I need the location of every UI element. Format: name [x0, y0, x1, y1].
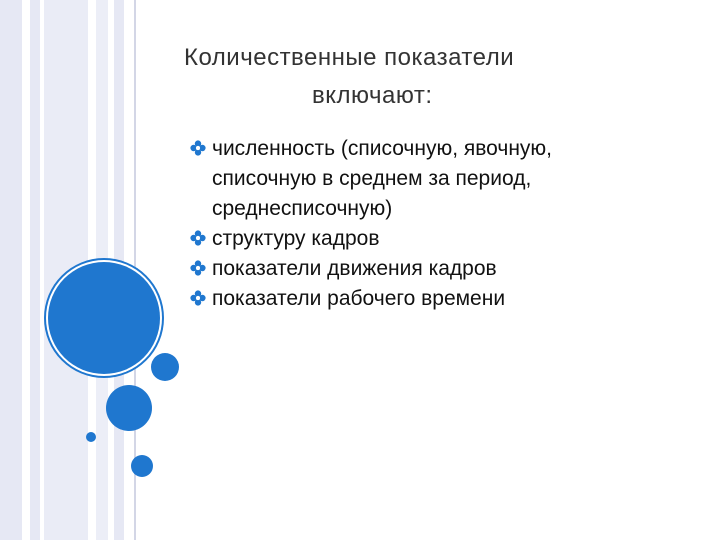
bullet-text: структуру кадров	[212, 227, 380, 250]
decorative-circle	[131, 455, 153, 477]
bullet-item	[190, 224, 700, 254]
bullet-list	[190, 134, 700, 314]
decorative-circle	[151, 353, 179, 381]
decorative-circle	[86, 432, 96, 442]
stripe	[30, 0, 40, 540]
bullet-text: показатели рабочего времени	[212, 287, 506, 310]
bullet-item	[190, 284, 700, 314]
stripe	[22, 0, 30, 540]
stripe	[0, 0, 22, 540]
flower-bullet-icon	[190, 140, 206, 156]
slide-title-line-1: Количественные показатели	[184, 44, 515, 71]
flower-bullet-icon	[190, 290, 206, 306]
flower-bullet-icon	[190, 230, 206, 246]
decorative-circle-large	[48, 262, 160, 374]
bullet-item	[190, 134, 700, 224]
bullet-text: численность (списочную, явочную, списочную в среднем за период, среднесписочную)	[212, 137, 553, 220]
decorative-circle	[106, 385, 152, 431]
slide-title-line-2: включают:	[312, 82, 433, 109]
flower-bullet-icon	[190, 260, 206, 276]
bullet-item	[190, 254, 700, 284]
bullet-text: показатели движения кадров	[212, 257, 497, 280]
